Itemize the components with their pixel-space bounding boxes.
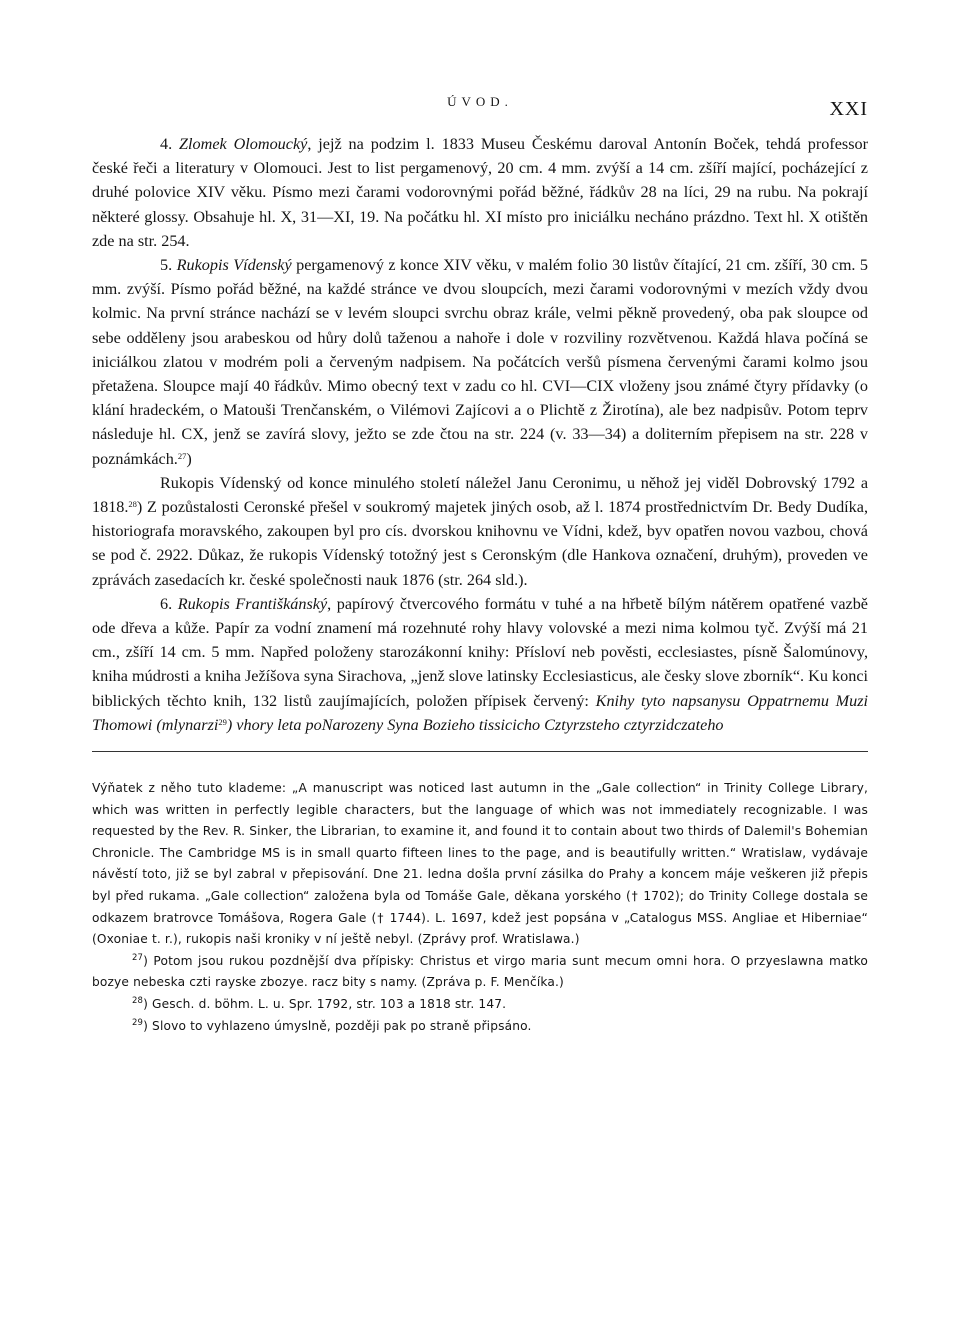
- paragraph-rukopis-frantiskansky: [92, 592, 868, 737]
- footnote-reference: 29: [218, 716, 227, 727]
- item-number: 5.: [160, 256, 177, 275]
- paragraph-text: , jejž na podzim l. 1833 Museu Českému daroval Antonín Boček, tehdá professor české řeči a literatury v Olomouci. Jest to list pergamenový, 20 cm. 4 mm. zvýší a 14 cm. zšíří mající, pocházející z druhé polovice XIV věku. Písmo mezi čarami vodorovnými pořád běžné, řádkův 28 na líci, 29 na rubu. Na pokrají některé glossy. Obsahuje hl. X, 31—XI, 19. Na počátku hl. XI místo pro iniciálku necháno prázdno. Text hl. X otištěn zde na str. 254.: [92, 135, 869, 250]
- paragraph-rukopis-videnskey: [92, 253, 868, 471]
- footnote-text: ) Potom jsou rukou pozdnější dva přípisky: Christus et virgo maria sunt mecum omni hora. O przyeslawna matko bozye nebeska czti rayske zbozye. racz bity s namy. (Zpráva p. F. Menčíka.): [92, 953, 868, 990]
- footnote-mark: 29: [132, 1017, 144, 1028]
- running-title: ÚVOD.: [447, 94, 513, 109]
- manuscript-title: Rukopis Františkánský: [177, 594, 328, 613]
- page-number: XXI: [829, 98, 868, 120]
- paragraph-text: ): [186, 449, 192, 468]
- footnote-continuation: Výňatek z něho tuto klademe: „A manuscript was noticed last autumn in the „Gale collection“ in Trinity College Library, which was written in perfectly legible characters, but the language of which was not immediately recognizable. I was requested by the Rev. R. Sinker, the Librarian, to examine it, and found it to contain about two thirds of Dalemil's Bohemian Chronicle. The Cambridge MS is in small quarto fifteen lines to the page, and is beautifully written.“ Wratislaw, vydávaje návěstí toto, již se byl zabral v přepisování. Dne 21. ledna došla první zásilka do Prahy a koncem máje veškeren již přepis byl před rukama. „Gale collection“ založena byla od Tomáše Gale, děkana yorského († 1702); do Trinity College dostala se odkazem bratrovce Tomášova, Rogera Gale († 1744). L. 1697, kdež jest popsána v „Catalogus MSS. Angliae et Hiberniae“ (Oxoniae t. r.), rukopis naši kroniky v ní ještě nebyl. (Zprávy prof. Wratislawa.): [92, 781, 868, 947]
- item-number: 6.: [160, 594, 178, 613]
- paragraph-ceronsky: [92, 471, 868, 592]
- footnote-text: ) Slovo to vyhlazeno úmyslně, později pak po straně připsáno.: [143, 1018, 532, 1033]
- footnote-mark: 27: [132, 952, 144, 963]
- paragraph-text: ) Z pozůstalosti Ceronské přešel v soukromý majetek jiných osob, až l. 1874 prostřednictvím Dr. Bedy Dudíka, historiografa moravského, zakoupen byl pro cís. dvorskou knihovnu ve Vídni, kdež, byv opatřen novou vazbou, chová se pod č. 2922. Důkaz, že rukopis Vídenský totožný jest s Ceronským (dle Hankova označení, druhým), proveden ve zprávách zasedacích kr. české společnosti nauk 1876 (str. 264 sld.).: [92, 498, 868, 589]
- page-header: [92, 90, 868, 126]
- main-text: [92, 132, 868, 737]
- quoted-inscription: Knihy tyto napsanysu Oppatrnemu Muzi Thomowi (mlynarzi: [92, 691, 868, 734]
- quoted-inscription: ) vhory leta poNarozeny Syna Bozieho tissicicho Cztyrzsteho cztyrzidczateho: [226, 715, 724, 734]
- paragraph-text: , papírový čtvercového formátu v tuhé a na hřbetě bílým nátěrem opatřené vazbě ode dřeva a kůže. Papír za vodní znamení má rozehnuté rohy hlavy volovské a mezi nima kolmou tyč. Zvýší má 21 cm., zšíří 14 cm. 5 mm. Napřed položeny starozákonní knihy: Přísloví neb pověsti, ecclesiastes, písně Šalomúnovy, kniha múdrosti a kniha Ježíšova syna Sirachova, „jenž slove latinsky Ecclesiasticus, ale česky slove zborník“. Ku konci biblických těchto knih, 132 listů zaujímajících, položen přípisek červený:: [92, 594, 868, 710]
- footnote-reference: 27: [177, 450, 187, 461]
- footnote-mark: 28: [132, 996, 144, 1007]
- footnote-29: [92, 1016, 868, 1038]
- footnote-28: [92, 994, 868, 1016]
- footnote-text: ) Gesch. d. böhm. L. u. Spr. 1792, str. 103 a 1818 str. 147.: [143, 997, 507, 1012]
- footnotes: [92, 778, 868, 1037]
- footnote-divider: [92, 751, 868, 752]
- manuscript-title: Zlomek Olomoucký: [179, 135, 308, 153]
- paragraph-text: pergamenový z konce XIV věku, v malém folio 30 listův čítající, 21 cm. zšíří, 30 cm. 5 mm. zvýší. Písmo pořád běžné, na každé stránce ve dvou sloupcích, mezi čarami vodorovnými v mezích vždy dvou kolmic. Na první stránce nachází se v levém sloupci svrchu obraz krále, velmi pěkně provedený, oba pak sloupce od sebe odděleny jsou arabeskou od hůry dolů taženou a nahoře i dole v rozviliny rozvětvenou. Každá hlava počíná se iniciálkou zlatou v modrém poli a červeným nadpisem. Na počátcích veršů písmena červenými čarami kolmo jsou přetažena. Sloupce mají 40 řádkův. Mimo obecný text v zadu co hl. CVI—CIX vloženy jsou známé čtyry přídavky (o klání hradeckém, o Matouši Trenčanském, o Vilémovi Zajícovi a o Plichtě z Žirotína), ale bez nadpisův. Potom teprv následuje hl. CX, jenž se zavírá slovy, ježto se zde čtou na str. 224 (v. 33—34) a doliterním přepisem na str. 228 v poznámkách.: [92, 256, 869, 468]
- item-number: 4.: [160, 135, 180, 153]
- footnote-27: [92, 951, 868, 994]
- paragraph-text: Rukopis Vídenský od konce minulého století náležel Janu Ceronimu, u něhož jej viděl Dobrovský 1792 a 1818.: [92, 473, 868, 517]
- page: [92, 90, 868, 1037]
- paragraph-zlomek-olomoucky: [92, 132, 868, 253]
- manuscript-title: Rukopis Vídenský: [176, 256, 292, 275]
- footnote-reference: 28: [128, 499, 137, 510]
